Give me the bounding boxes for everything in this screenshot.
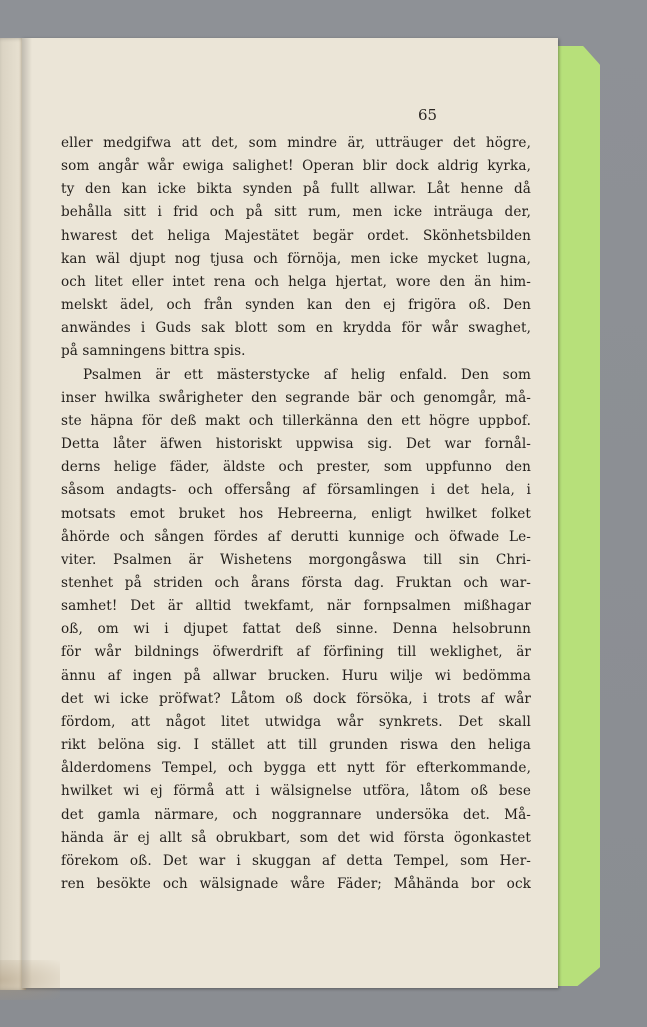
text-line: såsom andagts- och offersång af församlingen i det hela, i xyxy=(61,482,531,499)
body-text xyxy=(61,132,531,896)
text-line: ste häpna för deß makt och tillerkänna den ett högre uppbof. xyxy=(61,412,531,429)
text-line: motsats emot bruket hos Hebreerna, enligt hwilket folket xyxy=(61,505,531,522)
text-line: eller medgifwa att det, som mindre är, utträuger det högre, xyxy=(61,135,531,151)
text-line: samhet! Det är alltid twekfamt, när fornpsalmen mißhagar xyxy=(61,598,531,615)
text-line: som angår wår ewiga salighet! Operan blir dock aldrig kyrka, xyxy=(61,158,531,175)
text-line: det wi icke pröfwat? Låtom oß dock försöka, i trots af wår xyxy=(61,690,531,707)
text-line: behålla sitt i frid och på sitt rum, men icke inträuga der, xyxy=(61,204,531,221)
text-line: åhörde och sången fördes af derutti kunnige och öfwade Le- xyxy=(61,528,531,545)
text-line: förekom oß. Det war i skuggan af detta Tempel, som Her- xyxy=(61,852,531,869)
text-line: anwändes i Guds sak blott som en krydda för wår swaghet, xyxy=(61,320,531,337)
text-line: hwarest det heliga Majestätet begär ordet. Skönhetsbilden xyxy=(61,227,531,244)
text-line: ty den kan icke bikta synden på fullt allwar. Låt henne då xyxy=(61,181,531,198)
text-line: Detta låter äfwen historiskt uppwisa sig. Det war fornål- xyxy=(61,436,531,453)
text-line: melskt ädel, och från synden kan den ej frigöra oß. Den xyxy=(61,297,531,314)
paper-stain xyxy=(0,960,60,1000)
text-line: hwilket wi ej förmå att i wälsignelse utföra, låtom oß bese xyxy=(61,783,531,800)
text-line: oß, om wi i djupet fattat deß sinne. Denna helsobrunn xyxy=(61,621,531,638)
text-line: hända är ej allt så obrukbart, som det wid första ögonkastet xyxy=(61,829,531,846)
text-line: det gamla närmare, och noggrannare undersöka det. Må- xyxy=(61,806,531,823)
text-line: inser hwilka swårigheter den segrande bär och genomgår, må- xyxy=(61,389,531,406)
text-line: ålderdomens Tempel, och bygga ett nytt för efterkommande, xyxy=(61,760,531,777)
text-line: ren besökte och wälsignade wåre Fäder; Måhända bor ock xyxy=(61,876,531,892)
text-line: rikt belöna sig. I stället att till grunden riswa den heliga xyxy=(61,737,531,754)
text-line: ännu af ingen på allwar brucken. Huru wilje wi bedömma xyxy=(61,667,531,684)
text-line: och litet eller intet rena och helga hjertat, wore den än him- xyxy=(61,273,531,290)
text-line: fördom, att något litet utwidga wår synkrets. Det skall xyxy=(61,713,531,730)
book-page xyxy=(22,38,558,988)
text-line: viter. Psalmen är Wishetens morgongåswa till sin Chri- xyxy=(61,551,531,568)
page-number: 65 xyxy=(418,106,438,124)
text-line: kan wäl djupt nog tjusa och förnöja, men icke mycket lugna, xyxy=(61,250,531,267)
text-line: stenhet på striden och årans första dag. Fruktan och war- xyxy=(61,574,531,591)
text-line: för wår bildnings öfwerdrift af förfining till weklighet, är xyxy=(61,644,531,661)
text-line: derns helige fäder, äldste och prester, som uppfunno den xyxy=(61,459,531,476)
paragraph-end-line: på samningens bittra spis. xyxy=(61,343,246,360)
paragraph-start-line: Psalmen är ett mästerstycke af helig enfald. Den som xyxy=(83,366,531,383)
